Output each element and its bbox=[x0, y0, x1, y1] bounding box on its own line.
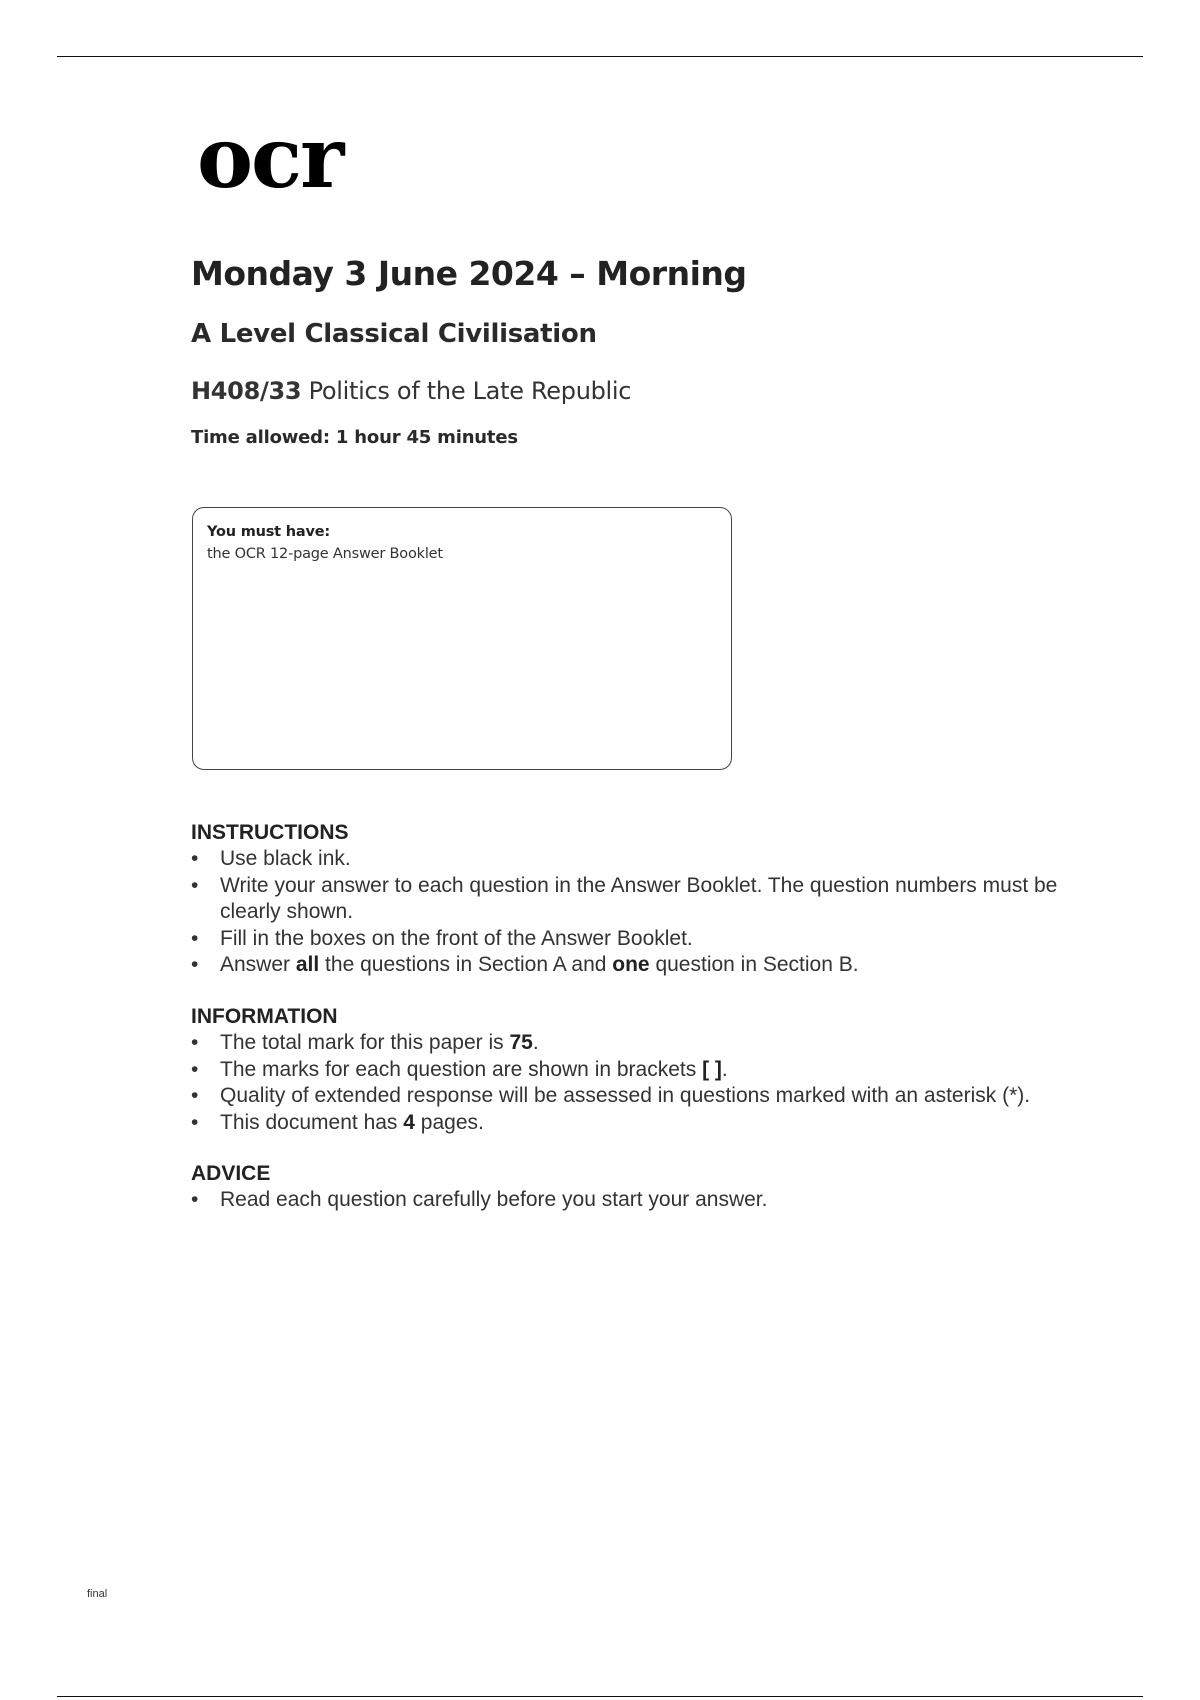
bullet-icon: • bbox=[191, 1188, 199, 1211]
advice-list bbox=[191, 1187, 1091, 1214]
footer-note: final bbox=[87, 1588, 108, 1600]
bottom-rule bbox=[57, 1696, 1143, 1697]
must-have-box bbox=[192, 507, 732, 770]
list-item: • The marks for each question are shown in brackets [ ]. bbox=[191, 1057, 1091, 1084]
exam-date-title: Monday 3 June 2024 – Morning bbox=[191, 254, 747, 293]
exam-subject: A Level Classical Civilisation bbox=[191, 319, 597, 349]
list-item: • Fill in the boxes on the front of the Answer Booklet. bbox=[191, 926, 1091, 953]
paper-line bbox=[191, 374, 631, 408]
bullet-icon: • bbox=[191, 847, 199, 870]
top-rule bbox=[57, 56, 1143, 57]
list-item: • The total mark for this paper is 75. bbox=[191, 1030, 1091, 1057]
bullet-icon: • bbox=[191, 1057, 199, 1081]
bullet-icon: • bbox=[191, 953, 199, 976]
must-have-heading: You must have: bbox=[207, 524, 330, 540]
list-item: • Write your answer to each question in the Answer Booklet. The question numbers must be clearly shown. bbox=[191, 873, 1058, 923]
must-have-item: the OCR 12-page Answer Booklet bbox=[207, 546, 443, 562]
list-item: • Read each question carefully before you start your answer. bbox=[191, 1187, 1091, 1214]
bullet-icon: • bbox=[191, 1084, 199, 1107]
ocr-logo: ocr bbox=[197, 108, 343, 207]
time-allowed: Time allowed: 1 hour 45 minutes bbox=[191, 427, 518, 448]
information-list bbox=[191, 1030, 1091, 1136]
instructions-heading: INSTRUCTIONS bbox=[191, 821, 349, 844]
information-heading: INFORMATION bbox=[191, 1005, 338, 1028]
bullet-icon: • bbox=[191, 873, 199, 897]
list-item: • This document has 4 pages. bbox=[191, 1110, 1091, 1137]
bullet-icon: • bbox=[191, 926, 199, 950]
paper-code: H408/33 bbox=[191, 377, 302, 405]
list-item: • Quality of extended response will be assessed in questions marked with an asterisk (*). bbox=[191, 1083, 1091, 1110]
list-item: • Use black ink. bbox=[191, 846, 1091, 873]
bullet-icon: • bbox=[191, 1031, 199, 1054]
advice-section bbox=[191, 1161, 1091, 1214]
advice-heading: ADVICE bbox=[191, 1162, 271, 1185]
instructions-list bbox=[191, 846, 1091, 979]
paper-name: Politics of the Late Republic bbox=[308, 377, 632, 405]
bullet-icon: • bbox=[191, 1110, 199, 1134]
list-item: • Answer all the questions in Section A and one question in Section B. bbox=[191, 952, 1091, 979]
instructions-section bbox=[191, 820, 1091, 979]
information-section bbox=[191, 1004, 1091, 1136]
